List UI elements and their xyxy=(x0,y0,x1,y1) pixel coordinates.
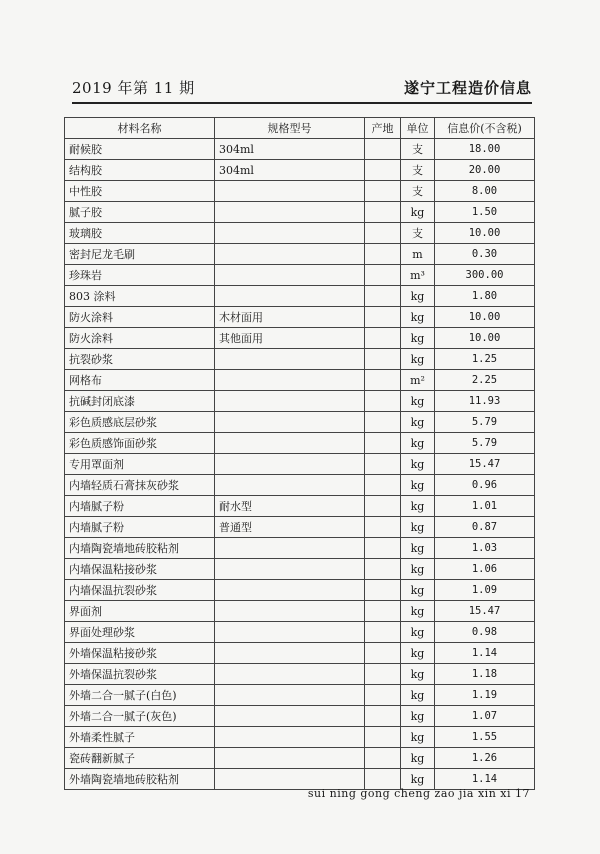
table-row xyxy=(65,475,535,496)
material-name-cell: 瓷砖翻新腻子 xyxy=(65,748,215,769)
col-header-price: 信息价(不含税) xyxy=(435,118,535,139)
spec-cell: 304ml xyxy=(215,139,365,160)
col-header-spec: 规格型号 xyxy=(215,118,365,139)
material-name-cell: 外墙二合一腻子(白色) xyxy=(65,685,215,706)
material-name-cell: 腻子胶 xyxy=(65,202,215,223)
price-cell: 10.00 xyxy=(435,223,535,244)
table-row xyxy=(65,391,535,412)
table-row xyxy=(65,727,535,748)
origin-cell xyxy=(365,727,401,748)
price-cell: 1.25 xyxy=(435,349,535,370)
material-name-cell: 内墙保温粘接砂浆 xyxy=(65,559,215,580)
origin-cell xyxy=(365,748,401,769)
spec-cell: 其他面用 xyxy=(215,328,365,349)
unit-cell: kg xyxy=(401,307,435,328)
material-name-cell: 彩色质感底层砂浆 xyxy=(65,412,215,433)
price-cell: 1.14 xyxy=(435,769,535,790)
origin-cell xyxy=(365,202,401,223)
spec-cell xyxy=(215,349,365,370)
spec-cell: 304ml xyxy=(215,160,365,181)
unit-cell: kg xyxy=(401,580,435,601)
table-row xyxy=(65,181,535,202)
material-name-cell: 专用罩面剂 xyxy=(65,454,215,475)
price-cell: 5.79 xyxy=(435,433,535,454)
spec-cell xyxy=(215,559,365,580)
publication-title: 遂宁工程造价信息 xyxy=(403,79,532,97)
table-row xyxy=(65,748,535,769)
origin-cell xyxy=(365,706,401,727)
origin-cell xyxy=(365,160,401,181)
spec-cell xyxy=(215,265,365,286)
material-name-cell: 内墙陶瓷墙地砖胶粘剂 xyxy=(65,538,215,559)
origin-cell xyxy=(365,454,401,475)
table-row xyxy=(65,622,535,643)
spec-cell xyxy=(215,475,365,496)
unit-cell: kg xyxy=(401,328,435,349)
spec-cell xyxy=(215,202,365,223)
material-name-cell: 内墙腻子粉 xyxy=(65,517,215,538)
material-name-cell: 耐候胶 xyxy=(65,139,215,160)
price-table xyxy=(64,117,535,790)
origin-cell xyxy=(365,181,401,202)
unit-cell: kg xyxy=(401,706,435,727)
origin-cell xyxy=(365,265,401,286)
material-name-cell: 803 涂料 xyxy=(65,286,215,307)
origin-cell xyxy=(365,433,401,454)
origin-cell xyxy=(365,139,401,160)
price-cell: 1.09 xyxy=(435,580,535,601)
spec-cell xyxy=(215,391,365,412)
material-name-cell: 外墙保温粘接砂浆 xyxy=(65,643,215,664)
spec-cell xyxy=(215,748,365,769)
table-row xyxy=(65,433,535,454)
origin-cell xyxy=(365,475,401,496)
price-cell: 1.50 xyxy=(435,202,535,223)
origin-cell xyxy=(365,286,401,307)
table-row xyxy=(65,412,535,433)
unit-cell: kg xyxy=(401,349,435,370)
price-cell: 0.98 xyxy=(435,622,535,643)
material-name-cell: 界面剂 xyxy=(65,601,215,622)
price-cell: 0.87 xyxy=(435,517,535,538)
price-cell: 0.30 xyxy=(435,244,535,265)
price-cell: 1.80 xyxy=(435,286,535,307)
spec-cell xyxy=(215,433,365,454)
spec-cell xyxy=(215,622,365,643)
table-row xyxy=(65,580,535,601)
price-cell: 1.06 xyxy=(435,559,535,580)
price-cell: 10.00 xyxy=(435,328,535,349)
origin-cell xyxy=(365,412,401,433)
spec-cell xyxy=(215,643,365,664)
origin-cell xyxy=(365,685,401,706)
unit-cell: m² xyxy=(401,370,435,391)
table-row xyxy=(65,706,535,727)
table-row xyxy=(65,202,535,223)
origin-cell xyxy=(365,664,401,685)
table-row xyxy=(65,265,535,286)
spec-cell xyxy=(215,286,365,307)
unit-cell: kg xyxy=(401,517,435,538)
unit-cell: kg xyxy=(401,685,435,706)
unit-cell: kg xyxy=(401,664,435,685)
table-row xyxy=(65,160,535,181)
spec-cell xyxy=(215,580,365,601)
origin-cell xyxy=(365,349,401,370)
origin-cell xyxy=(365,538,401,559)
unit-cell: kg xyxy=(401,496,435,517)
table-body xyxy=(65,139,535,790)
spec-cell xyxy=(215,370,365,391)
unit-cell: kg xyxy=(401,601,435,622)
spec-cell xyxy=(215,601,365,622)
unit-cell: kg xyxy=(401,454,435,475)
page-footer: sui ning gong cheng zao jia xin xi 17 xyxy=(307,787,530,800)
origin-cell xyxy=(365,307,401,328)
price-cell: 2.25 xyxy=(435,370,535,391)
unit-cell: kg xyxy=(401,727,435,748)
spec-cell xyxy=(215,685,365,706)
spec-cell: 耐水型 xyxy=(215,496,365,517)
origin-cell xyxy=(365,328,401,349)
material-name-cell: 珍珠岩 xyxy=(65,265,215,286)
price-cell: 15.47 xyxy=(435,601,535,622)
price-cell: 1.03 xyxy=(435,538,535,559)
table-row xyxy=(65,643,535,664)
material-name-cell: 外墙二合一腻子(灰色) xyxy=(65,706,215,727)
price-cell: 11.93 xyxy=(435,391,535,412)
table-row xyxy=(65,685,535,706)
price-cell: 0.96 xyxy=(435,475,535,496)
material-name-cell: 抗裂砂浆 xyxy=(65,349,215,370)
spec-cell xyxy=(215,223,365,244)
origin-cell xyxy=(365,517,401,538)
col-header-origin: 产地 xyxy=(365,118,401,139)
price-cell: 1.18 xyxy=(435,664,535,685)
origin-cell xyxy=(365,580,401,601)
material-name-cell: 外墙柔性腻子 xyxy=(65,727,215,748)
unit-cell: kg xyxy=(401,769,435,790)
material-name-cell: 防火涂料 xyxy=(65,307,215,328)
table-row xyxy=(65,454,535,475)
col-header-unit: 单位 xyxy=(401,118,435,139)
origin-cell xyxy=(365,391,401,412)
material-name-cell: 结构胶 xyxy=(65,160,215,181)
price-cell: 1.14 xyxy=(435,643,535,664)
unit-cell: kg xyxy=(401,538,435,559)
price-cell: 20.00 xyxy=(435,160,535,181)
table-row xyxy=(65,370,535,391)
origin-cell xyxy=(365,622,401,643)
origin-cell xyxy=(365,223,401,244)
issue-label: 2019 年第 11 期 xyxy=(72,79,195,97)
origin-cell xyxy=(365,559,401,580)
spec-cell xyxy=(215,412,365,433)
unit-cell: 支 xyxy=(401,181,435,202)
material-name-cell: 外墙陶瓷墙地砖胶粘剂 xyxy=(65,769,215,790)
unit-cell: kg xyxy=(401,643,435,664)
origin-cell xyxy=(365,244,401,265)
table-row xyxy=(65,517,535,538)
spec-cell xyxy=(215,727,365,748)
price-cell: 1.26 xyxy=(435,748,535,769)
spec-cell: 普通型 xyxy=(215,517,365,538)
material-name-cell: 防火涂料 xyxy=(65,328,215,349)
material-name-cell: 网格布 xyxy=(65,370,215,391)
unit-cell: kg xyxy=(401,433,435,454)
material-name-cell: 中性胶 xyxy=(65,181,215,202)
price-cell: 15.47 xyxy=(435,454,535,475)
unit-cell: kg xyxy=(401,748,435,769)
unit-cell: kg xyxy=(401,202,435,223)
unit-cell: m³ xyxy=(401,265,435,286)
spec-cell xyxy=(215,538,365,559)
price-cell: 300.00 xyxy=(435,265,535,286)
unit-cell: 支 xyxy=(401,139,435,160)
price-cell: 1.19 xyxy=(435,685,535,706)
material-name-cell: 内墙轻质石膏抹灰砂浆 xyxy=(65,475,215,496)
table-row xyxy=(65,286,535,307)
table-row xyxy=(65,538,535,559)
price-cell: 5.79 xyxy=(435,412,535,433)
table-row xyxy=(65,307,535,328)
material-name-cell: 彩色质感饰面砂浆 xyxy=(65,433,215,454)
unit-cell: kg xyxy=(401,559,435,580)
table-row xyxy=(65,349,535,370)
material-name-cell: 抗碱封闭底漆 xyxy=(65,391,215,412)
table-row xyxy=(65,139,535,160)
unit-cell: kg xyxy=(401,622,435,643)
material-name-cell: 内墙腻子粉 xyxy=(65,496,215,517)
price-cell: 10.00 xyxy=(435,307,535,328)
price-cell: 18.00 xyxy=(435,139,535,160)
page-header xyxy=(72,74,532,104)
unit-cell: kg xyxy=(401,475,435,496)
col-header-name: 材料名称 xyxy=(65,118,215,139)
price-cell: 8.00 xyxy=(435,181,535,202)
table-row xyxy=(65,664,535,685)
material-name-cell: 界面处理砂浆 xyxy=(65,622,215,643)
unit-cell: kg xyxy=(401,391,435,412)
material-name-cell: 密封尼龙毛刷 xyxy=(65,244,215,265)
spec-cell xyxy=(215,664,365,685)
table-row xyxy=(65,601,535,622)
table-row xyxy=(65,223,535,244)
spec-cell xyxy=(215,454,365,475)
unit-cell: kg xyxy=(401,286,435,307)
price-cell: 1.55 xyxy=(435,727,535,748)
header-rule xyxy=(72,102,532,104)
table-header-row xyxy=(65,118,535,139)
spec-cell xyxy=(215,181,365,202)
table-row xyxy=(65,496,535,517)
unit-cell: 支 xyxy=(401,160,435,181)
spec-cell xyxy=(215,706,365,727)
material-name-cell: 内墙保温抗裂砂浆 xyxy=(65,580,215,601)
material-name-cell: 玻璃胶 xyxy=(65,223,215,244)
material-name-cell: 外墙保温抗裂砂浆 xyxy=(65,664,215,685)
price-cell: 1.07 xyxy=(435,706,535,727)
origin-cell xyxy=(365,370,401,391)
price-cell: 1.01 xyxy=(435,496,535,517)
origin-cell xyxy=(365,601,401,622)
table-row xyxy=(65,244,535,265)
table-row xyxy=(65,559,535,580)
table-row xyxy=(65,328,535,349)
origin-cell xyxy=(365,643,401,664)
spec-cell xyxy=(215,244,365,265)
unit-cell: kg xyxy=(401,412,435,433)
unit-cell: m xyxy=(401,244,435,265)
spec-cell: 木材面用 xyxy=(215,307,365,328)
unit-cell: 支 xyxy=(401,223,435,244)
origin-cell xyxy=(365,496,401,517)
